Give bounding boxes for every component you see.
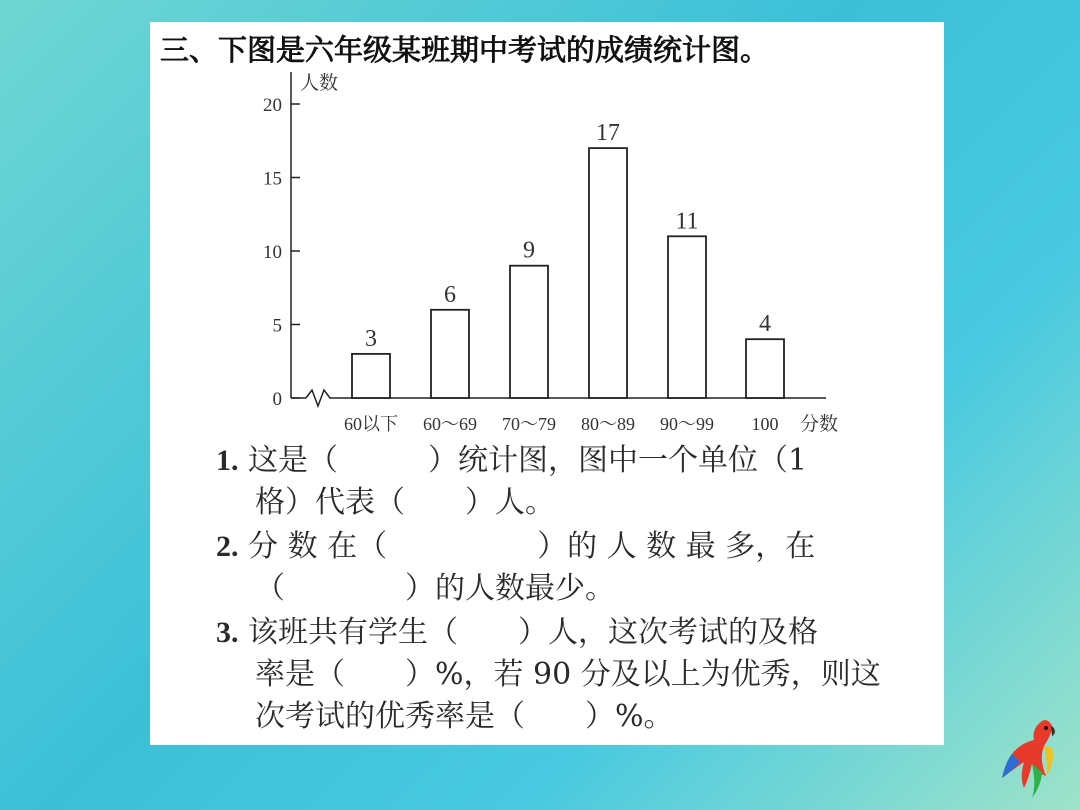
x-tick-label: 100 — [751, 414, 779, 434]
question-2-text: 分 数 在（ ）的 人 数 最 多，在 — [248, 529, 816, 564]
question-2-line-2: （ ）的人数最少。 — [255, 571, 615, 606]
question-3-line-2: 率是（ ）%，若 90 分及以上为优秀，则这 — [255, 657, 881, 692]
question-1-line-1 — [216, 440, 807, 482]
question-1-number: 1. — [216, 444, 239, 477]
y-tick-label: 0 — [272, 389, 282, 410]
bar — [589, 148, 627, 398]
question-1-line-2: 格）代表（ ）人。 — [255, 485, 555, 520]
x-tick-label: 60以下 — [344, 414, 398, 434]
bar — [431, 310, 469, 398]
bar-value-label: 4 — [759, 311, 771, 338]
bar — [352, 354, 390, 398]
x-tick-label: 60～69 — [423, 414, 477, 434]
question-1-text: 这是（ ）统计图，图中一个单位（1 — [248, 443, 808, 478]
axis-break-icon — [306, 390, 333, 406]
worksheet-card — [150, 22, 944, 745]
question-2-number: 2. — [216, 530, 239, 563]
y-axis-title: 人数 — [300, 73, 339, 94]
y-tick-label: 5 — [272, 315, 282, 337]
question-3-line-3: 次考试的优秀率是（ ）%。 — [255, 699, 674, 734]
bar — [668, 236, 706, 398]
question-3-line-1 — [216, 612, 818, 654]
bar-value-label: 6 — [444, 281, 456, 308]
bar-value-label: 11 — [675, 208, 699, 235]
x-tick-group — [344, 414, 779, 434]
question-3-number: 3. — [216, 616, 239, 649]
bar — [746, 339, 784, 398]
parrot-logo — [996, 716, 1062, 802]
bar-value-label: 3 — [365, 325, 377, 352]
y-tick-label: 20 — [263, 95, 282, 116]
question-3-text: 该班共有学生（ ）人，这次考试的及格 — [248, 615, 819, 650]
x-tick-label: 90～99 — [660, 414, 714, 434]
bar-value-label: 17 — [596, 120, 620, 147]
x-tick-label: 80～89 — [581, 414, 635, 434]
y-tick-label: 15 — [263, 168, 282, 190]
x-tick-label: 70～79 — [502, 414, 556, 434]
bar-group — [352, 120, 784, 398]
bar — [510, 266, 548, 398]
bar-chart — [150, 22, 944, 442]
y-tick-label: 10 — [263, 242, 282, 263]
question-heading: 三、下图是六年级某班期中考试的成绩统计图。 — [160, 33, 770, 67]
question-2-line-1 — [216, 526, 815, 568]
bar-value-label: 9 — [523, 237, 535, 264]
x-axis-title: 分数 — [800, 414, 839, 435]
y-tick-group — [263, 95, 300, 410]
